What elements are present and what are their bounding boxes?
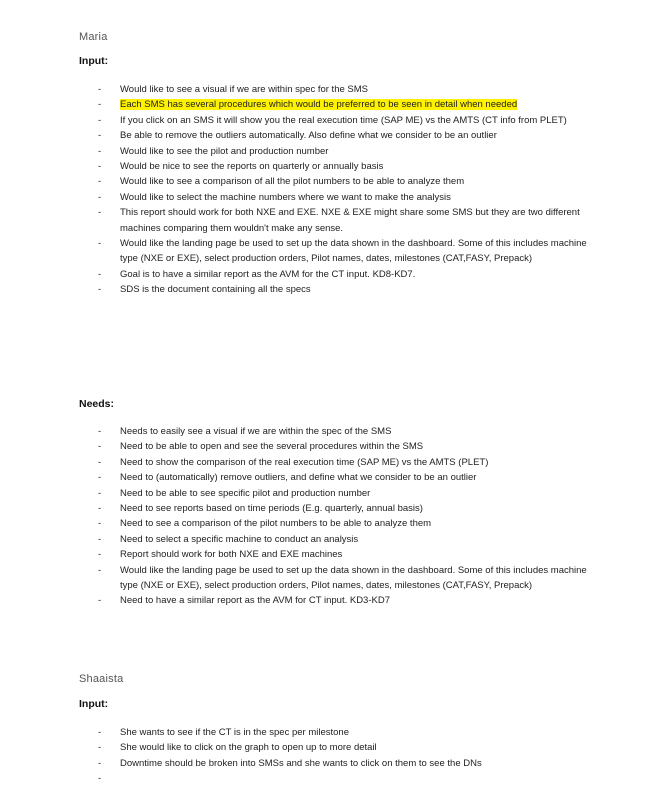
bullet-dash: - bbox=[98, 268, 102, 280]
list-item bbox=[98, 725, 598, 740]
list-item bbox=[98, 439, 598, 454]
bullet-dash: - bbox=[98, 472, 102, 484]
list-item-text: Would like the landing page be used to set up the data shown in the dashboard. Some of this includes machine type (NXE or EXE), select production orders, Pilot names, dates, milestones (CAT,FASY, Prepack) bbox=[120, 238, 587, 265]
bullet-dash: - bbox=[98, 191, 102, 203]
list-item-text: Downtime should be broken into SMSs and she wants to click on them to see the DNs bbox=[120, 757, 482, 769]
bullet-dash: - bbox=[98, 161, 102, 173]
list-item-text: Report should work for both NXE and EXE machines bbox=[120, 549, 343, 561]
list-item bbox=[98, 159, 598, 174]
list-item bbox=[98, 563, 598, 594]
bullet-dash: - bbox=[98, 503, 102, 515]
list-item-text: Goal is to have a similar report as the AVM for the CT input. KD8-KD7. bbox=[120, 268, 416, 280]
list-item bbox=[98, 547, 598, 562]
bullet-dash: - bbox=[98, 595, 102, 607]
bullet-dash: - bbox=[98, 145, 102, 157]
list-item bbox=[98, 113, 598, 128]
bullet-dash: - bbox=[98, 207, 102, 219]
list-item bbox=[98, 82, 598, 97]
list-item-text: This report should work for both NXE and EXE. NXE & EXE might share some SMS but they are two different machines comparing them wouldn't make any sense. bbox=[120, 207, 580, 234]
maria-needs-list bbox=[98, 424, 598, 609]
list-item-text: SDS is the document containing all the specs bbox=[120, 284, 311, 296]
list-item bbox=[98, 282, 598, 297]
bullet-dash: - bbox=[98, 564, 102, 576]
list-item bbox=[98, 144, 598, 159]
list-item bbox=[98, 486, 598, 501]
list-item bbox=[98, 190, 598, 205]
bullet-dash: - bbox=[98, 456, 102, 468]
list-item-text: She would like to click on the graph to open up to more detail bbox=[120, 742, 377, 754]
bullet-dash: - bbox=[98, 238, 102, 250]
list-item-text: Need to be able to see specific pilot and production number bbox=[120, 487, 371, 499]
list-item bbox=[98, 740, 598, 755]
bullet-dash: - bbox=[98, 130, 102, 142]
person-name-shaaista: Shaaista bbox=[79, 673, 124, 685]
bullet-dash: - bbox=[98, 742, 102, 754]
list-item bbox=[98, 267, 598, 282]
bullet-dash: - bbox=[98, 727, 102, 738]
list-item-text: Need to have a similar report as the AVM for CT input. KD3-KD7 bbox=[120, 595, 390, 607]
bullet-dash: - bbox=[98, 114, 102, 126]
list-item-text: Would like to see a comparison of all the pilot numbers to be able to analyze them bbox=[120, 176, 465, 188]
maria-input-heading: Input: bbox=[79, 55, 109, 67]
list-item bbox=[98, 424, 598, 439]
list-item bbox=[98, 128, 598, 143]
bullet-dash: - bbox=[98, 757, 102, 769]
list-item bbox=[98, 455, 598, 470]
maria-input-list bbox=[98, 82, 598, 298]
list-item-text: Needs to easily see a visual if we are within the spec of the SMS bbox=[120, 426, 392, 437]
person-name-maria: Maria bbox=[79, 31, 108, 43]
bullet-dash: - bbox=[98, 176, 102, 188]
list-item-text: If you click on an SMS it will show you the real execution time (SAP ME) vs the AMTS (CT info from PLET) bbox=[120, 114, 567, 126]
list-item-text: Would like to see a visual if we are within spec for the SMS bbox=[120, 84, 368, 95]
list-item bbox=[98, 501, 598, 516]
list-item bbox=[98, 470, 598, 485]
list-item-text: Need to select a specific machine to conduct an analysis bbox=[120, 533, 359, 545]
list-item-text: She wants to see if the CT is in the spec per milestone bbox=[120, 727, 349, 738]
shaaista-input-heading: Input: bbox=[79, 698, 109, 710]
list-item bbox=[98, 532, 598, 547]
bullet-dash: - bbox=[98, 518, 102, 530]
shaaista-input-list bbox=[98, 725, 598, 785]
bullet-dash: - bbox=[98, 533, 102, 545]
list-item-text: Need to show the comparison of the real execution time (SAP ME) vs the AMTS (PLET) bbox=[120, 456, 489, 468]
list-item-text: Need to (automatically) remove outliers, and define what we consider to be an outlier bbox=[120, 472, 477, 484]
list-item-text: Would like to see the pilot and production number bbox=[120, 145, 329, 157]
list-item-text: Need to be able to open and see the several procedures within the SMS bbox=[120, 441, 424, 453]
list-item bbox=[98, 593, 598, 608]
bullet-dash: - bbox=[98, 487, 102, 499]
bullet-dash: - bbox=[98, 441, 102, 453]
list-item bbox=[98, 516, 598, 531]
bullet-dash: - bbox=[98, 84, 102, 95]
list-item-text: Would like to select the machine numbers where we want to make the analysis bbox=[120, 191, 451, 203]
list-item bbox=[98, 97, 598, 112]
list-item-text: Would be nice to see the reports on quarterly or annually basis bbox=[120, 161, 384, 173]
bullet-dash: - bbox=[98, 99, 102, 111]
bullet-dash: - bbox=[98, 549, 102, 561]
maria-needs-heading: Needs: bbox=[79, 398, 115, 410]
bullet-dash: - bbox=[98, 426, 102, 437]
list-item-text: Be able to remove the outliers automatically. Also define what we consider to be an outlier bbox=[120, 130, 497, 142]
bullet-dash: - bbox=[98, 773, 102, 785]
list-item-text: Would like the landing page be used to set up the data shown in the dashboard. Some of this includes machine type (NXE or EXE), select production orders, Pilot names, dates, milestones (CAT,FASY, Prepack) bbox=[120, 564, 587, 592]
list-item bbox=[98, 174, 598, 189]
highlighted-text: Each SMS has several procedures which would be preferred to be seen in detail when needed bbox=[120, 99, 518, 111]
list-item bbox=[98, 236, 598, 267]
list-item-text: Need to see a comparison of the pilot numbers to be able to analyze them bbox=[120, 518, 432, 530]
bullet-dash: - bbox=[98, 284, 102, 296]
list-item-text: Need to see reports based on time periods (E.g. quarterly, annual basis) bbox=[120, 503, 423, 515]
list-item bbox=[98, 756, 598, 771]
list-item bbox=[98, 205, 598, 236]
